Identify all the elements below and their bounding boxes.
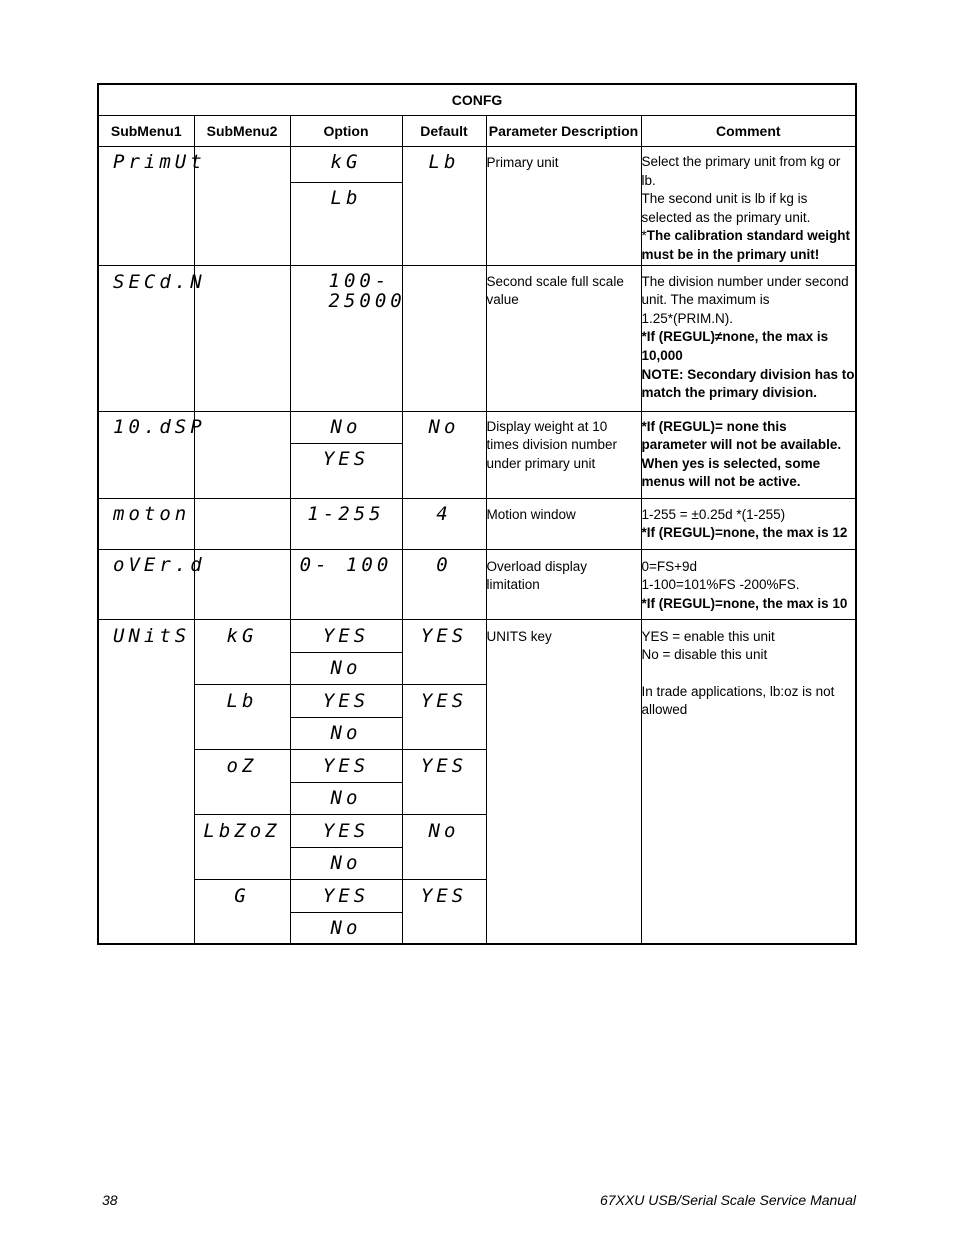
submenu1-cell xyxy=(98,147,206,266)
option-cell xyxy=(290,782,402,814)
manual-title: 67XXU USB/Serial Scale Service Manual xyxy=(599,1192,856,1208)
page-number: 38 xyxy=(102,1192,118,1208)
default-cell xyxy=(402,749,486,814)
default-cell xyxy=(402,411,486,498)
table-row xyxy=(98,147,856,183)
comment-cell xyxy=(641,498,856,549)
option-value: No xyxy=(330,656,362,679)
comment-cell xyxy=(641,619,856,944)
option-value: No xyxy=(330,851,362,874)
default-value: YES xyxy=(420,689,468,712)
comment-bold: *If (REGUL)≠none, the max is 10,000 xyxy=(641,329,829,363)
option-cell xyxy=(290,183,402,265)
comment-bold: The calibration standard weight must be in the primary unit! xyxy=(641,228,851,262)
column-header-default: Default xyxy=(402,116,486,147)
submenu1-label: SECd.N xyxy=(113,270,206,293)
submenu1-cell xyxy=(98,265,206,411)
default-cell xyxy=(402,549,486,619)
option-cell xyxy=(290,549,402,619)
comment-spacer xyxy=(642,665,856,683)
table-row xyxy=(98,265,856,411)
option-cell xyxy=(290,652,402,684)
header-row xyxy=(98,116,856,147)
submenu2-label: Lb xyxy=(226,689,258,712)
comment-bold: *If (REGUL)=none, the max is 10 xyxy=(641,595,848,611)
comment-bold: When yes is selected, some menus will not be active. xyxy=(641,455,821,490)
submenu1-cell xyxy=(98,411,206,498)
option-cell xyxy=(290,749,402,782)
submenu2-cell xyxy=(194,498,290,549)
option-value: No xyxy=(330,916,362,939)
column-header-option: Option xyxy=(290,116,402,147)
submenu2-cell xyxy=(194,749,290,814)
comment-line: 1-255 = ±0.25d *(1-255) xyxy=(641,506,786,522)
submenu2-cell xyxy=(194,879,290,944)
option-value: 0- 100 xyxy=(299,553,393,576)
comment-line: unit. The maximum is xyxy=(641,292,770,308)
submenu2-cell xyxy=(194,147,290,266)
option-value: YES xyxy=(322,884,370,907)
submenu2-cell xyxy=(194,549,290,619)
option-cell xyxy=(290,411,402,443)
column-header-submenu2: SubMenu2 xyxy=(194,116,290,147)
default-value: 4 xyxy=(436,502,452,525)
option-value: Lb xyxy=(330,187,362,210)
option-value: kG xyxy=(330,151,362,173)
option-value: YES xyxy=(322,624,370,647)
option-cell xyxy=(290,443,402,498)
description-cell: Second scale full scale value xyxy=(486,265,641,411)
submenu1-cell xyxy=(98,498,194,549)
option-value: YES xyxy=(322,754,370,777)
option-cell xyxy=(290,847,402,879)
table-row xyxy=(98,411,856,443)
submenu2-cell xyxy=(194,814,290,879)
submenu2-cell xyxy=(194,411,290,498)
column-header-comment: Comment xyxy=(641,116,856,147)
description-cell: Overload display limitation xyxy=(486,549,641,619)
submenu1-cell xyxy=(98,549,206,619)
comment-cell xyxy=(641,549,856,619)
option-value: No xyxy=(330,786,362,809)
submenu2-label: G xyxy=(234,884,250,907)
comment-bold: *If (REGUL)=none, the max is 12 xyxy=(641,525,848,541)
submenu1-cell xyxy=(98,619,194,944)
description-cell: Motion window xyxy=(486,498,641,549)
option-value: 25000 xyxy=(328,289,406,312)
comment-line: The division number under second xyxy=(641,273,849,289)
default-cell xyxy=(402,879,486,944)
description-cell: UNITS key xyxy=(486,619,641,944)
option-value: YES xyxy=(322,689,370,712)
default-value: Lb xyxy=(428,151,460,173)
table-row xyxy=(98,619,856,652)
submenu2-label: LbZoZ xyxy=(203,819,281,842)
default-cell xyxy=(402,498,486,549)
option-value: 1-255 xyxy=(307,502,385,525)
option-cell xyxy=(290,684,402,717)
comment-line: YES = enable this unit xyxy=(641,628,775,644)
submenu1-label: 10.dSP xyxy=(113,415,206,438)
option-value: 100- xyxy=(328,269,391,292)
description-cell: Display weight at 10 times division number under primary unit xyxy=(486,411,641,498)
comment-star: * xyxy=(641,228,647,244)
table-title: CONFG xyxy=(98,84,856,116)
confg-table xyxy=(97,83,857,945)
default-value: No xyxy=(428,819,460,842)
comment-cell xyxy=(641,147,856,266)
comment-line: Select the primary unit from kg or lb. xyxy=(641,154,841,188)
option-value: YES xyxy=(322,819,370,842)
submenu2-label: oZ xyxy=(226,754,258,777)
table-row xyxy=(98,498,856,549)
default-value: YES xyxy=(420,624,468,647)
submenu1-label: moton xyxy=(113,502,191,525)
option-value: YES xyxy=(322,447,370,470)
submenu2-cell xyxy=(194,619,290,684)
comment-line: 0=FS+9d xyxy=(641,558,698,574)
comment-bold: NOTE: Secondary division has to match the primary division. xyxy=(641,366,855,401)
default-cell xyxy=(402,814,486,879)
option-cell xyxy=(290,879,402,912)
column-header-submenu1: SubMenu1 xyxy=(98,116,194,147)
submenu1-label: PrimUt xyxy=(113,151,206,173)
submenu2-cell xyxy=(194,684,290,749)
default-value: YES xyxy=(420,754,468,777)
comment-cell xyxy=(641,411,856,498)
option-cell xyxy=(290,814,402,847)
comment-note xyxy=(642,227,856,264)
option-value: No xyxy=(330,721,362,744)
submenu2-cell xyxy=(194,265,290,411)
default-value: YES xyxy=(420,884,468,907)
default-cell xyxy=(402,619,486,684)
submenu2-label: kG xyxy=(226,624,258,647)
comment-bold: *If (REGUL)= none this parameter will not be available. xyxy=(641,418,842,453)
submenu1-label: UNitS xyxy=(113,624,191,647)
option-cell xyxy=(290,619,402,652)
submenu1-label: oVEr.d xyxy=(113,553,206,576)
option-cell xyxy=(290,147,402,183)
option-cell xyxy=(290,717,402,749)
default-cell xyxy=(402,147,486,266)
comment-line: 1-100=101%FS -200%FS. xyxy=(641,577,800,593)
option-cell xyxy=(290,912,402,944)
comment-line: The second unit is lb if kg is xyxy=(641,191,808,207)
default-value: No xyxy=(428,415,460,438)
default-value: 0 xyxy=(436,553,452,576)
default-cell xyxy=(402,684,486,749)
comment-line: No = disable this unit xyxy=(641,647,768,663)
comment-cell xyxy=(641,265,856,411)
comment-line: selected as the primary unit. xyxy=(641,209,811,225)
description-cell: Primary unit xyxy=(486,147,641,266)
option-cell xyxy=(290,498,402,549)
column-header-parameter-description: Parameter Description xyxy=(486,116,641,147)
option-cell xyxy=(290,265,406,411)
table-row xyxy=(98,549,856,619)
default-cell xyxy=(402,265,486,411)
comment-line: In trade applications, lb:oz is not allowed xyxy=(641,683,835,718)
comment-line: 1.25*(PRIM.N). xyxy=(641,310,734,326)
option-value: No xyxy=(330,415,362,438)
